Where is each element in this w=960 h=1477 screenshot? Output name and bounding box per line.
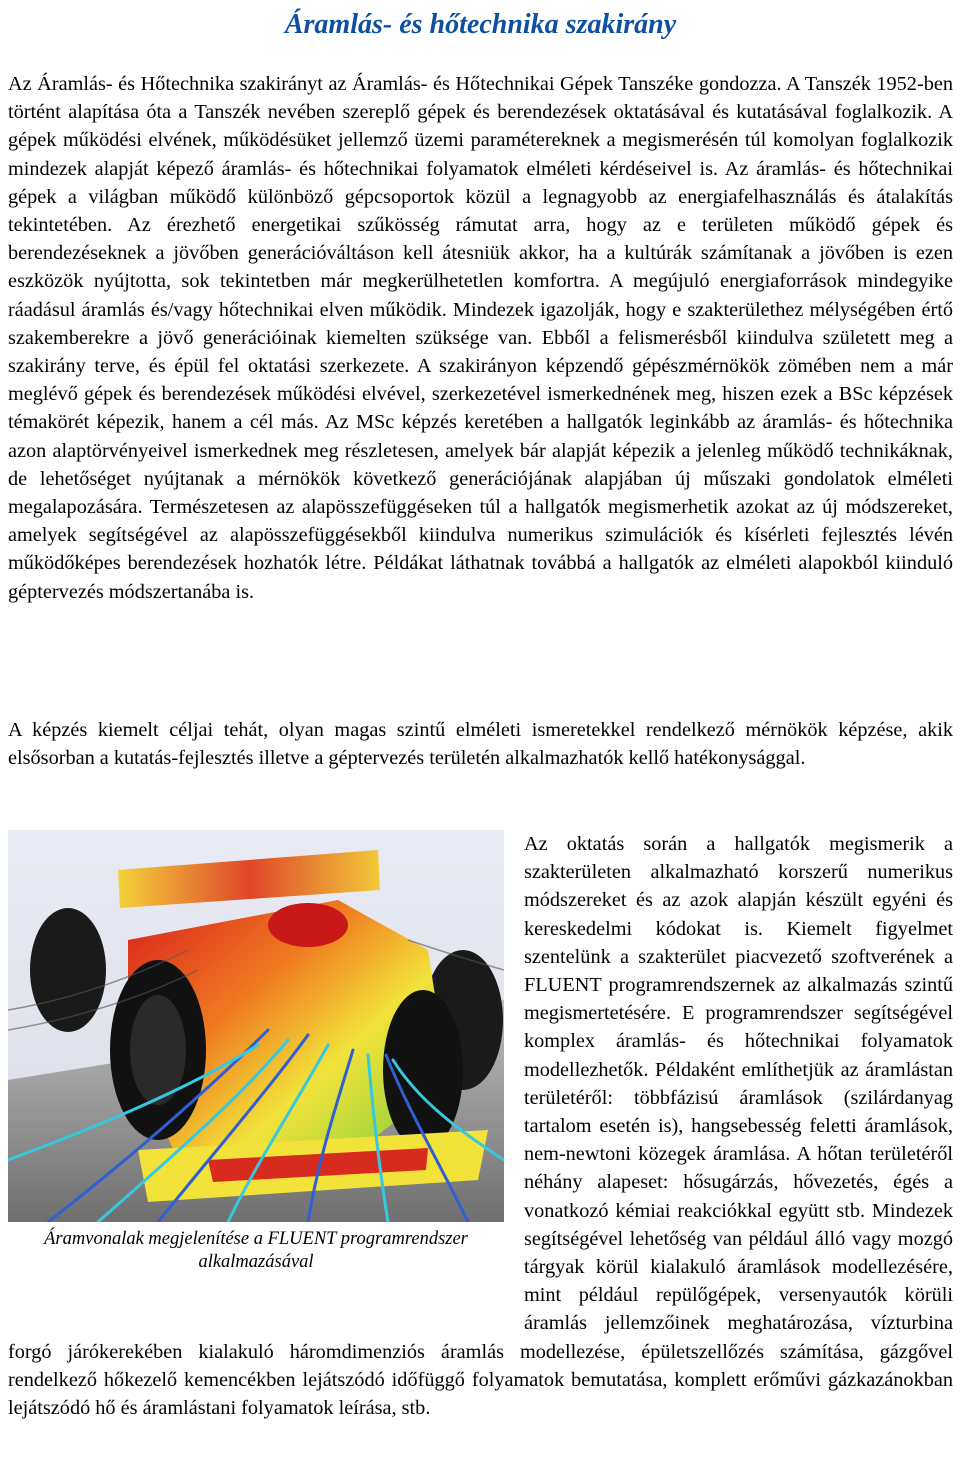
paragraph-section-with-figure (8, 830, 953, 1422)
figure-block (8, 830, 508, 1310)
formula-car-streamlines-image (8, 830, 504, 1222)
page-title: Áramlás- és hőtechnika szakirány (284, 9, 677, 40)
paragraph-numerical-methods: Az oktatás során a hallgatók megismerik a szakterületen alkalmazható korszerű numerikus módszereket és az azok alapján készült egyéni és kereskedelmi kódokat is. Kiemelt figyelmet szentelünk a szakterület piacvezető szoftverének a FLUENT programrendszernek az alkalmazás szintű megismertetésére. E programrendszer segítségével komplex áramlás- és hőtechnikai folyamatok modellezhetők. Példaként említhetjük az áramlástan területéről: többfázisú áramlások (szilárdanyag tartalom esetén is), hangsebesség feletti áramlások, nem-newtoni közegek áramlása. A hőtan területéről néhány alapeset: hősugárzás, hővezetés, égés a vonatkozó kémiai reakciókkal együtt stb. Mindezek segítségével lehetőség van például álló vagy mozgó tárgyak körül kialakuló áramlások modellezésére, mint például repülőgépek, versenyautók körüli áramlás jellemzőinek meghatározása, vízturbina forgó járókerekében kialakuló háromdimenziós áramlás modellezése, épületszellőzés számítása, gázgővel rendelkező hőkezelő kemencékben lejátszódó időfüggő folyamatok bemutatása, komplett erőművi gázkazánokban lejátszódó hő és áramlástani folyamatok leírása, stb. (8, 833, 953, 1420)
paragraph-goals: A képzés kiemelt céljai tehát, olyan magas szintű elméleti ismeretekkel rendelkező mérnökök képzése, akik elsősorban a kutatás-fejlesztés illetve a géptervezés területén alkalmazhatók kellő hatékonysággal. (8, 719, 953, 770)
figure-caption: Áramvonalak megjelenítése a FLUENT programrendszer alkalmazásával (44, 1229, 468, 1272)
paragraph-intro: Az Áramlás- és Hőtechnika szakirányt az Áramlás- és Hőtechnikai Gépek Tanszéke gondozza. A Tanszék 1952-ben történt alapítása óta a Tanszék nevében szereplő gépek és berendezések oktatásával és kutatásával foglalkozik. A gépek működési elvének, működésüket jellemző üzemi paramétereknek a megismerésén túl komolyan foglalkozik mindezek alapját képező áramlás- és hőtechnikai folyamatok elméleti kérdéseivel is. Az áramlás- és hőtechnikai gépek a világban működő különböző gépcsoportok közül a legnagyobb az energiafelhasználás és átalakítás tekintetében. Az érezhető energetikai szűkösség rámutat arra, hogy az e területen működő gépek és berendezéseknek a jövőben generációváltáson kell átesniük akkor, ha a kultúrák számítanak a jövőben is ezen eszközök nyújtotta, sok tekintetben már megkerülhetetlen komfortra. A megújuló energiaforrások mindegyike ráadásul áramlás és/vagy hőtechnikai elven működik. Mindezek igazolják, hogy e szakterülethez mélységében értő szakemberekre a jövő generációinak kiemelten szüksége van. Ebből a felismerésből kiindulva született meg a szakirány terve, és épül fel oktatási szerkezete. A szakirányon képzendő gépészmérnökök zömében nem a már meglévő gépek és berendezések működési elvével, szerkezetével ismerkednének meg, hiszen ezek a BSc képzések témakörét képezik, hanem a cél más. Az MSc képzés keretében a hallgatók leginkább az áramlás- és hőtechnika azon alaptörvényeivel ismerkednek meg részletesen, amelyek bár alapját képezik a jelenleg működő technikáknak, de lehetőséget nyújtanak a mérnökök következő generációjának alapjában új műszaki gondolatok elméleti megalapozására. Természetesen az alapösszefüggéseken túl a hallgatók megismerhetik azokat az új módszereket, amelyek segítségével az alapösszefüggésekből kiindulva numerikus szimulációk és kísérleti fejlesztés lévén működőképes berendezések hozhatók létre. Példákat láthatnak továbbá a hallgatók az elméleti alapokból kiinduló géptervezés módszertanába is. (8, 73, 953, 603)
